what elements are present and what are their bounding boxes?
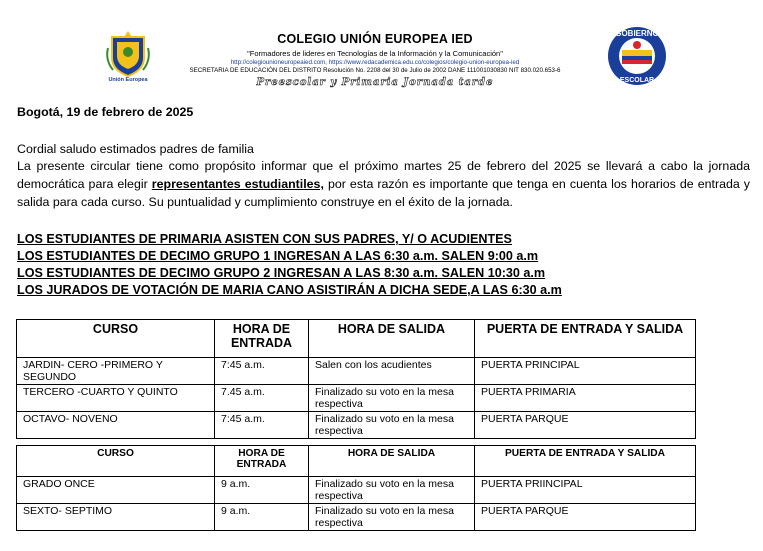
notice-primaria: LOS ESTUDIANTES DE PRIMARIA ASISTEN CON SUS PADRES, Y/ O ACUDIENTES <box>17 232 512 246</box>
cell-curso: SEXTO- SEPTIMO <box>17 504 215 531</box>
cell-curso: JARDIN- CERO -PRIMERO Y SEGUNDO <box>17 358 215 385</box>
schedule-table-1 <box>16 319 696 439</box>
paragraph-emphasis: representantes estudiantiles, <box>151 177 324 191</box>
letterhead <box>160 32 590 88</box>
cell-curso: OCTAVO- NOVENO <box>17 412 215 439</box>
cell-puerta: PUERTA PARQUE <box>475 504 696 531</box>
table-row <box>17 477 696 504</box>
gobierno-escolar-badge <box>598 25 676 87</box>
cell-salida: Finalizado su voto en la mesa respectiva <box>309 412 475 439</box>
cell-salida: Salen con los acudientes <box>309 358 475 385</box>
cell-curso: TERCERO -CUARTO Y QUINTO <box>17 385 215 412</box>
table-row <box>17 358 696 385</box>
letter-greeting: Cordial saludo estimados padres de familia <box>17 142 254 156</box>
cell-entrada: 7:45 a.m. <box>215 358 309 385</box>
cell-salida: Finalizado su voto en la mesa respectiva <box>309 477 475 504</box>
cell-puerta: PUERTA PRIMARIA <box>475 385 696 412</box>
col-hora-entrada: HORA DE ENTRADA <box>215 446 309 477</box>
table-header-row <box>17 320 696 358</box>
table-header-row <box>17 446 696 477</box>
col-hora-entrada: HORA DE ENTRADA <box>215 320 309 358</box>
school-shield-logo <box>103 28 153 84</box>
col-curso: CURSO <box>17 446 215 477</box>
schedule-table-2 <box>16 445 696 531</box>
badge-bottom-text: ESCOLAR <box>619 77 655 84</box>
left-logo-caption: Unión Europea <box>108 77 148 83</box>
col-puerta: PUERTA DE ENTRADA Y SALIDA <box>475 320 696 358</box>
col-curso: CURSO <box>17 320 215 358</box>
col-hora-salida: HORA DE SALIDA <box>309 320 475 358</box>
school-urls: http://colegiounioneuropeaied.com, https://www.redacademica.edu.co/colegios/colegio-union-europea-ied <box>230 59 520 66</box>
notice-jurados: LOS JURADOS DE VOTACIÓN DE MARIA CANO ASISTIRÁN A DICHA SEDE,A LAS 6:30 a.m <box>17 283 562 297</box>
cell-puerta: PUERTA PARQUE <box>475 412 696 439</box>
table-row <box>17 385 696 412</box>
cell-puerta: PUERTA PRIINCIPAL <box>475 477 696 504</box>
col-puerta: PUERTA DE ENTRADA Y SALIDA <box>475 446 696 477</box>
col-hora-salida: HORA DE SALIDA <box>309 446 475 477</box>
notice-decimo-2: LOS ESTUDIANTES DE DECIMO GRUPO 2 INGRESAN A LAS 8:30 a.m. SALEN 10:30 a.m <box>17 266 546 280</box>
cell-entrada: 7.45 a.m. <box>215 385 309 412</box>
cell-puerta: PUERTA PRINCIPAL <box>475 358 696 385</box>
badge-top-text: GOBIERNO <box>615 29 659 38</box>
jornada-line: Preescolar y Primaria Jornada tarde <box>256 77 494 88</box>
cell-curso: GRADO ONCE <box>17 477 215 504</box>
cell-entrada: 7:45 a.m. <box>215 412 309 439</box>
secretaria-line: SECRETARIA DE EDUCACIÓN DEL DISTRITO Resolución No. 2208 del 30 de Julio de 2002 DANE 111001030830 NIT 830.020.653-6 <box>189 67 561 74</box>
school-name: COLEGIO UNIÓN EUROPEA IED <box>277 32 473 46</box>
letter-date: Bogotá, 19 de febrero de 2025 <box>17 105 194 119</box>
cell-entrada: 9 a.m. <box>215 504 309 531</box>
school-motto: "Formadores de lideres en Tecnologías de la Información y la Comunicación" <box>247 49 503 58</box>
cell-salida: Finalizado su voto en la mesa respectiva <box>309 504 475 531</box>
cell-entrada: 9 a.m. <box>215 477 309 504</box>
paragraph-end: por esta razón es importante que tenga en cuenta los horarios de entrada y salida para cada curso. Su puntualidad y cumplimiento construye en el éxito de la jornada. <box>17 177 751 209</box>
letter-paragraph <box>17 157 750 211</box>
table-row <box>17 504 696 531</box>
table-row <box>17 412 696 439</box>
cell-salida: Finalizado su voto en la mesa respectiva <box>309 385 475 412</box>
paragraph-start: La presente circular tiene como propósito informar que el próximo martes 25 de febrero del 2025 se llevará a cabo la jornada democrática para elegir <box>17 159 750 191</box>
notice-decimo-1: LOS ESTUDIANTES DE DECIMO GRUPO 1 INGRESAN A LAS 6:30 a.m. SALEN 9:00 a.m <box>17 249 539 263</box>
